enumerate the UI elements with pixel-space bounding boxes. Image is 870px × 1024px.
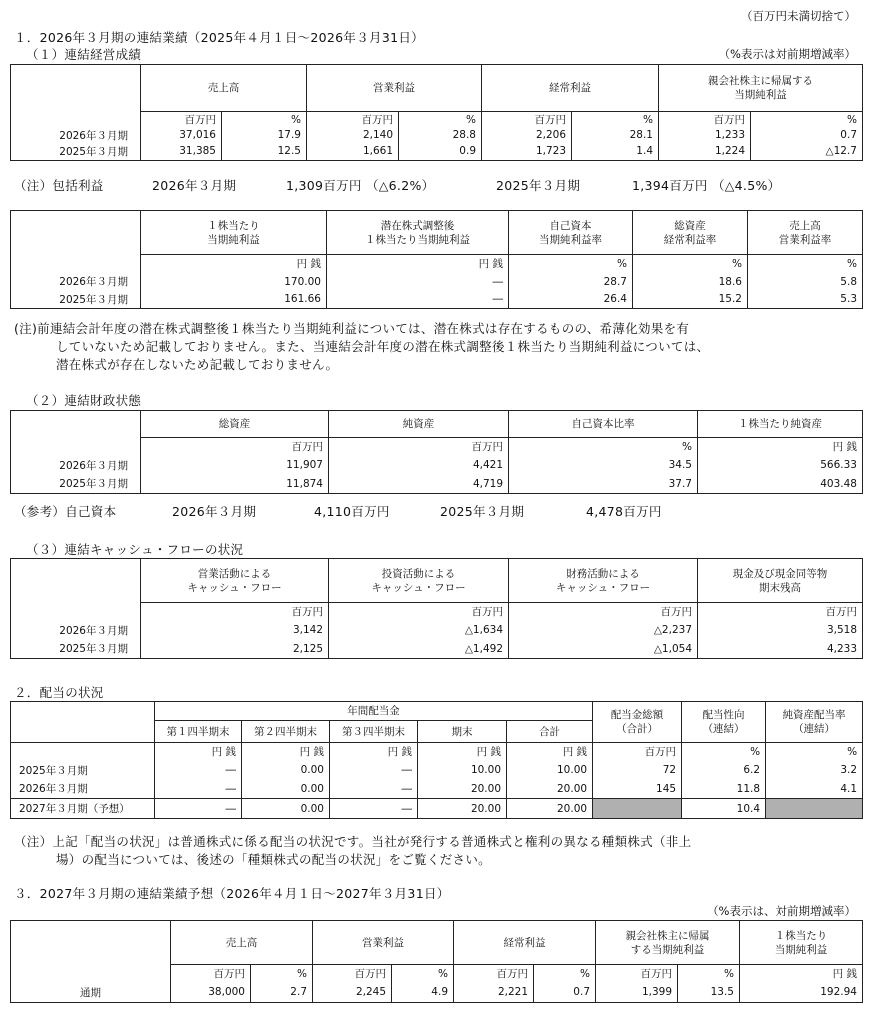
header-ordinary-profit: 経常利益 xyxy=(454,921,596,965)
unit: 円 銭 xyxy=(242,743,330,761)
unit: 円 銭 xyxy=(141,255,327,273)
table-row: 2025年３月期 161.66 ― 26.4 15.2 5.3 xyxy=(11,291,863,309)
row-label: 2025年３月期 xyxy=(11,640,141,659)
header-eps: １株当たり 当期純利益 xyxy=(141,211,327,255)
unit: % xyxy=(392,965,454,983)
table-row: 通期 38,000 2.7 2,245 4.9 2,221 0.7 1,399 13.5 192.94 xyxy=(11,983,863,1003)
comprehensive-income-period-1: 2026年３月期 xyxy=(152,178,237,193)
unit: 百万円 xyxy=(596,965,678,983)
header-q2: 第２四半期末 xyxy=(242,721,330,743)
unit: 百万円 xyxy=(313,965,392,983)
comprehensive-income-period-2: 2025年３月期 xyxy=(496,178,581,193)
table-row: 2025年３月期 11,874 4,719 37.7 403.48 xyxy=(11,475,863,494)
comprehensive-income-label: （注）包括利益 xyxy=(14,178,104,193)
header-roe: 自己資本 当期純利益率 xyxy=(509,211,633,255)
operating-results-table xyxy=(10,64,863,161)
equity-reference-period-1: 2026年３月期 xyxy=(172,504,257,519)
unit: 円 銭 xyxy=(507,743,593,761)
equity-reference-period-2: 2025年３月期 xyxy=(440,504,525,519)
section1-sub3: （３）連結キャッシュ・フローの状況 xyxy=(26,542,244,557)
header-net-income: 親会社株主に帰属 する当期純利益 xyxy=(596,921,740,965)
units-note: （百万円未満切捨て） xyxy=(741,9,856,23)
unit: 百万円 xyxy=(329,603,509,621)
table-row: 2026年３月期 11,907 4,421 34.5 566.33 xyxy=(11,456,863,475)
header-operating-profit: 営業利益 xyxy=(307,65,482,112)
table-row: 2025年３月期 ― 0.00 ― 10.00 10.00 72 6.2 3.2 xyxy=(11,761,863,780)
dividends-table xyxy=(10,701,863,819)
header-financing-cf: 財務活動による キャッシュ・フロー xyxy=(509,559,698,603)
unit: % xyxy=(509,255,633,273)
unit: % xyxy=(222,112,307,128)
forecast-pct-note: （%表示は、対前期増減率） xyxy=(707,904,856,918)
unit: % xyxy=(509,438,698,456)
unit: 円 銭 xyxy=(418,743,507,761)
unit: % xyxy=(766,743,863,761)
forecast-row: 2027年３月期（予想） ― 0.00 ― 20.00 20.00 10.4 xyxy=(11,799,863,819)
row-label: 2026年３月期 xyxy=(11,273,141,291)
unit: % xyxy=(633,255,748,273)
unit: % xyxy=(399,112,482,128)
table-row: 2026年３月期 3,142 △1,634 △2,237 3,518 xyxy=(11,621,863,640)
table-row: 2025年３月期 31,385 12.5 1,661 0.9 1,723 1.4 1,224 △12.7 xyxy=(11,143,863,160)
header-total: 合計 xyxy=(507,721,593,743)
comprehensive-income-value-2: 1,394百万円 （△4.5%） xyxy=(632,178,781,193)
equity-reference-value-2: 4,478百万円 xyxy=(586,504,662,519)
header-diluted-eps: 潜在株式調整後 １株当たり当期純利益 xyxy=(327,211,509,255)
unit: % xyxy=(678,965,740,983)
header-sales: 売上高 xyxy=(171,921,313,965)
header-sales: 売上高 xyxy=(141,65,307,112)
unit: % xyxy=(251,965,313,983)
shaded-cell xyxy=(766,799,863,819)
unit: 円 銭 xyxy=(740,965,863,983)
unit: % xyxy=(572,112,659,128)
unit: 百万円 xyxy=(509,603,698,621)
section2-title: ２．配当の状況 xyxy=(14,685,104,700)
header-q3: 第３四半期末 xyxy=(330,721,418,743)
header-doe: 純資産配当率 （連結） xyxy=(766,702,863,743)
unit: 百万円 xyxy=(329,438,509,456)
unit: 百万円 xyxy=(659,112,751,128)
header-blank xyxy=(11,65,141,112)
unit: % xyxy=(748,255,863,273)
unit: % xyxy=(534,965,596,983)
header-net-assets: 純資産 xyxy=(329,411,509,438)
row-label: 2025年３月期 xyxy=(11,475,141,494)
cash-flow-table xyxy=(10,558,863,659)
unit: % xyxy=(751,112,863,128)
header-annual-dividend: 年間配当金 xyxy=(155,702,593,721)
unit: 百万円 xyxy=(141,112,222,128)
header-cash-end: 現金及び現金同等物 期末残高 xyxy=(698,559,863,603)
section1-sub2: （２）連結財政状態 xyxy=(26,393,142,408)
header-ordinary-profit: 経常利益 xyxy=(482,65,659,112)
shaded-cell xyxy=(593,799,682,819)
unit: 円 銭 xyxy=(155,743,242,761)
table-row: 2026年３月期 170.00 ― 28.7 18.6 5.8 xyxy=(11,273,863,291)
unit: 百万円 xyxy=(141,603,329,621)
row-label: 2025年３月期 xyxy=(11,761,155,780)
unit: % xyxy=(682,743,766,761)
header-equity-ratio: 自己資本比率 xyxy=(509,411,698,438)
row-label: 2026年３月期 xyxy=(11,621,141,640)
dividend-note-line-2: 場）の配当については、後述の「種類株式の配当の状況」をご覧ください。 xyxy=(56,852,491,867)
table-row: 2026年３月期 37,016 17.9 2,140 28.8 2,206 28.1 1,233 0.7 xyxy=(11,127,863,143)
row-label: 2027年３月期（予想） xyxy=(11,799,155,819)
header-q1: 第１四半期末 xyxy=(155,721,242,743)
header-net-income: 親会社株主に帰属する 当期純利益 xyxy=(659,65,863,112)
unit: 百万円 xyxy=(593,743,682,761)
row-label: 2026年３月期 xyxy=(11,127,141,143)
unit: 百万円 xyxy=(698,603,863,621)
table-row: 2026年３月期 ― 0.00 ― 20.00 20.00 145 11.8 4.1 xyxy=(11,780,863,799)
section1-sub1: （１）連結経営成績 xyxy=(26,47,142,62)
equity-reference-value-1: 4,110百万円 xyxy=(314,504,390,519)
header-eps: １株当たり 当期純利益 xyxy=(740,921,863,965)
table-row: 2025年３月期 2,125 △1,492 △1,054 4,233 xyxy=(11,640,863,659)
row-label: 2026年３月期 xyxy=(11,780,155,799)
unit: 円 銭 xyxy=(330,743,418,761)
header-bps: １株当たり純資産 xyxy=(698,411,863,438)
per-share-ratios-table xyxy=(10,210,863,309)
unit: 円 銭 xyxy=(327,255,509,273)
header-operating-cf: 営業活動による キャッシュ・フロー xyxy=(141,559,329,603)
pct-note: （%表示は対前期増減率） xyxy=(718,47,856,61)
section3-title: ３．2027年３月期の連結業績予想（2026年４月１日～2027年３月31日） xyxy=(14,886,450,901)
row-label: 2026年３月期 xyxy=(11,456,141,475)
unit: 百万円 xyxy=(307,112,399,128)
row-label: 通期 xyxy=(11,983,171,1003)
row-label: 2025年３月期 xyxy=(11,143,141,160)
header-investing-cf: 投資活動による キャッシュ・フロー xyxy=(329,559,509,603)
diluted-eps-note-line-3: 潜在株式が存在しないため記載しておりません。 xyxy=(56,357,339,372)
unit: 百万円 xyxy=(482,112,572,128)
diluted-eps-note-line-1: (注)前連結会計年度の潜在株式調整後１株当たり当期純利益については、潜在株式は存在するものの、希薄化効果を有 xyxy=(14,321,690,336)
header-roa: 総資産 経常利益率 xyxy=(633,211,748,255)
header-operating-profit: 営業利益 xyxy=(313,921,454,965)
comprehensive-income-value-1: 1,309百万円 （△6.2%） xyxy=(286,178,435,193)
header-year-end: 期末 xyxy=(418,721,507,743)
unit: 百万円 xyxy=(141,438,329,456)
header-operating-margin: 売上高 営業利益率 xyxy=(748,211,863,255)
diluted-eps-note-line-2: していないため記載しておりません。また、当連結会計年度の潜在株式調整後１株当たり当期純利益については、 xyxy=(56,339,710,354)
forecast-table xyxy=(10,920,863,1003)
header-total-assets: 総資産 xyxy=(141,411,329,438)
equity-reference-label: （参考）自己資本 xyxy=(14,504,117,519)
unit: 百万円 xyxy=(454,965,534,983)
financial-position-table xyxy=(10,410,863,494)
dividend-note-line-1: （注）上記「配当の状況」は普通株式に係る配当の状況です。当社が発行する普通株式と権利の異なる種類株式（非上 xyxy=(14,834,692,849)
section1-title: １．2026年３月期の連結業績（2025年４月１日～2026年３月31日） xyxy=(14,30,424,45)
unit: 円 銭 xyxy=(698,438,863,456)
header-total-dividend: 配当金総額 （合計） xyxy=(593,702,682,743)
row-label: 2025年３月期 xyxy=(11,291,141,309)
header-payout-ratio: 配当性向 （連結） xyxy=(682,702,766,743)
unit: 百万円 xyxy=(171,965,251,983)
